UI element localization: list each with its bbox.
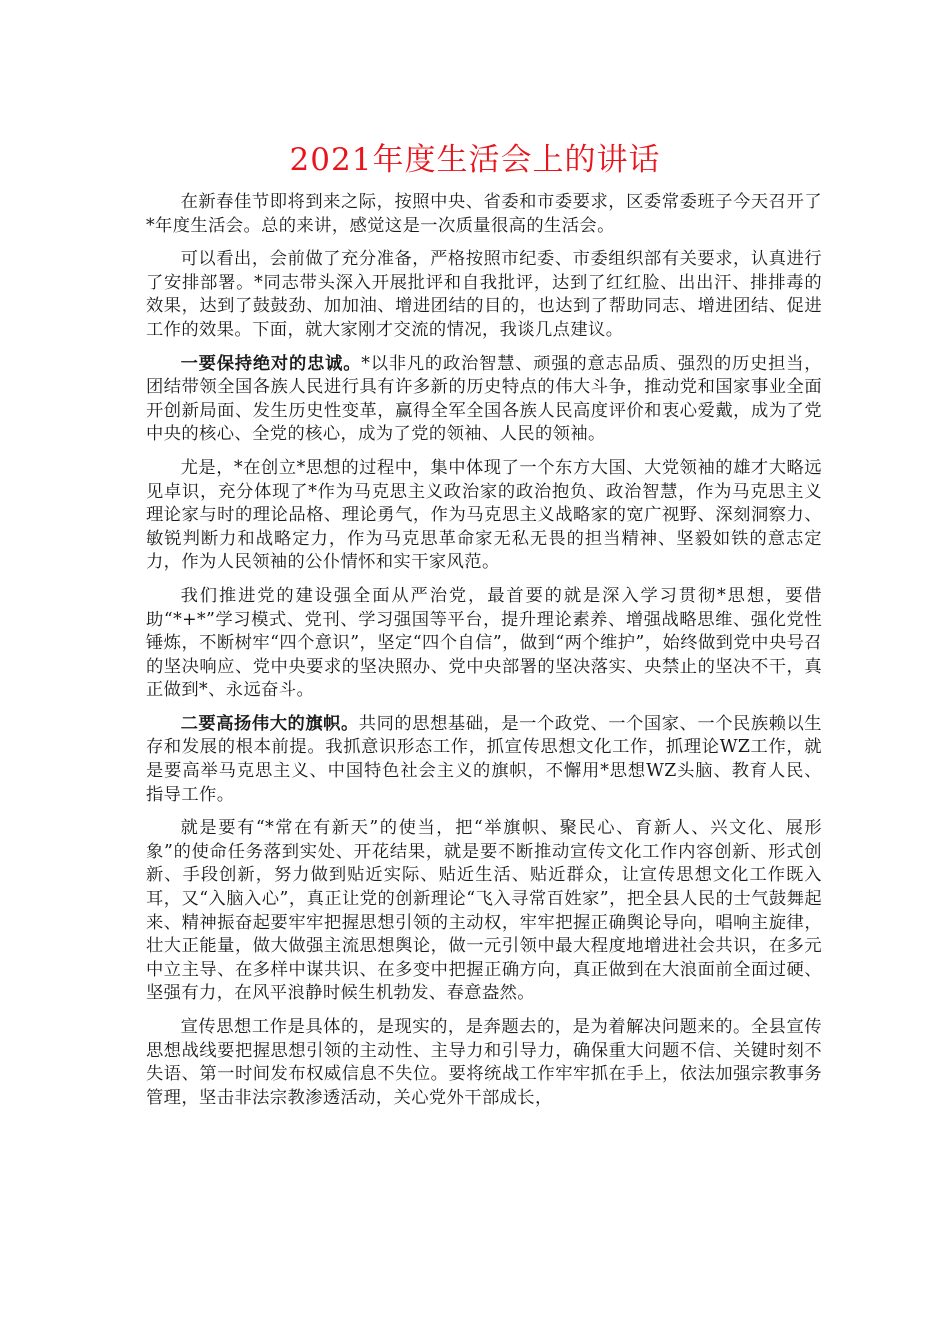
document-title: 2021年度生活会上的讲话 bbox=[289, 142, 661, 178]
paragraph bbox=[146, 248, 822, 342]
paragraph bbox=[146, 353, 822, 447]
paragraph-text: 宣传思想工作是具体的，是现实的，是奔题去的，是为着解决问题来的。全县宣传思想战线要把握思想引领的主动性、主导力和引导力，确保重大问题不信、关键时刻不失语、第一时间发布权威信息不失位。要将统战工作牢牢抓在手上，依法加强宗教事务管理，坚击非法宗教渗透活动，关心党外干部成长， bbox=[146, 1017, 822, 1108]
paragraph-lead: 一要保持绝对的忠诚。 bbox=[180, 353, 362, 374]
document-body bbox=[146, 191, 822, 1120]
paragraph-text: 在新春佳节即将到来之际，按照中央、省委和市委要求，区委常委班子今天召开了*年度生活会。总的来讲，感觉这是一次质量很高的生活会。 bbox=[146, 192, 822, 236]
paragraph-text: 共同的思想基础，是一个政党、一个国家、一个民族赖以生存和发展的根本前提。我抓意识形态工作，抓宣传思想文化工作，抓理论WZ工作，就是要高举马克思主义、中国特色社会主义的旗帜，不懈用*思想WZ头脑、教育人民、指导工作。 bbox=[146, 713, 822, 805]
paragraph bbox=[146, 817, 822, 1006]
paragraph-text: 我们推进党的建设强全面从严治党，最首要的就是深入学习贯彻*思想，要借助“*+*”学习模式、党刊、学习强国等平台，提升理论素养、增强战略思维、强化党性锤炼，不断树牢“四个意识”，坚定“四个自信”，做到“两个维护”，始终做到党中央号召的坚决响应、党中央要求的坚决照办、党中央部署的坚决落实、央禁止的坚决不干，真正做到*、永远奋斗。 bbox=[146, 585, 822, 701]
paragraph-text: *以非凡的政治智慧、顽强的意志品质、强烈的历史担当，团结带领全国各族人民进行具有许多新的历史特点的伟大斗争，推动党和国家事业全面开创新局面、发生历史性变革，赢得全军全国各族人民高度评价和衷心爱戴，成为了党中央的核心、全党的核心，成为了党的领袖、人民的领袖。 bbox=[146, 353, 822, 445]
paragraph bbox=[146, 191, 822, 238]
paragraph-text: 就是要有“*常在有新天”的使当，把“举旗帜、聚民心、育新人、兴文化、展形象”的使命任务落到实处、开花结果，就是要不断推动宣传文化工作内容创新、形式创新、手段创新，努力做到贴近实际、贴近生活、贴近群众，让宣传思想文化工作既入耳，又“入脑入心”，真正让党的创新理论“飞入寻常百姓家”，把全县人民的士气鼓舞起来、精神振奋起要牢牢把握思想引领的主动权，牢牢把握正确舆论导向，唱响主旋律，壮大正能量，做大做强主流思想舆论，做一元引领中最大程度地增进社会共识，在多元中立主导、在多样中谋共识、在多变中把握正确方向，真正做到在大浪面前全面过硬、坚强有力，在风平浪静时候生机勃发、春意盎然。 bbox=[146, 818, 822, 1004]
paragraph bbox=[146, 713, 822, 807]
paragraph bbox=[146, 457, 822, 575]
paragraph-text: 可以看出，会前做了充分准备，严格按照市纪委、市委组织部有关要求，认真进行了安排部署。*同志带头深入开展批评和自我批评，达到了红红脸、出出汗、排排毒的效果，达到了鼓鼓劲、加加油、增进团结的目的，也达到了帮助同志、增进团结、促进工作的效果。下面，就大家刚才交流的情况，我谈几点建议。 bbox=[146, 249, 822, 340]
paragraph bbox=[146, 585, 822, 703]
paragraph bbox=[146, 1016, 822, 1110]
paragraph-lead: 二要高扬伟大的旗帜。 bbox=[180, 713, 359, 734]
paragraph-text: 尤是，*在创立*思想的过程中，集中体现了一个东方大国、大党领袖的雄才大略远见卓识，充分体现了*作为马克思主义政治家的政治抱负、政治智慧，作为马克思主义理论家与时的理论品格、理论勇气，作为马克思主义战略家的宽广视野、深刻洞察力、敏锐判断力和战略定力，作为马克思革命家无私无畏的担当精神、坚毅如铁的意志定力，作为人民领袖的公仆情怀和实干家风范。 bbox=[146, 457, 822, 573]
